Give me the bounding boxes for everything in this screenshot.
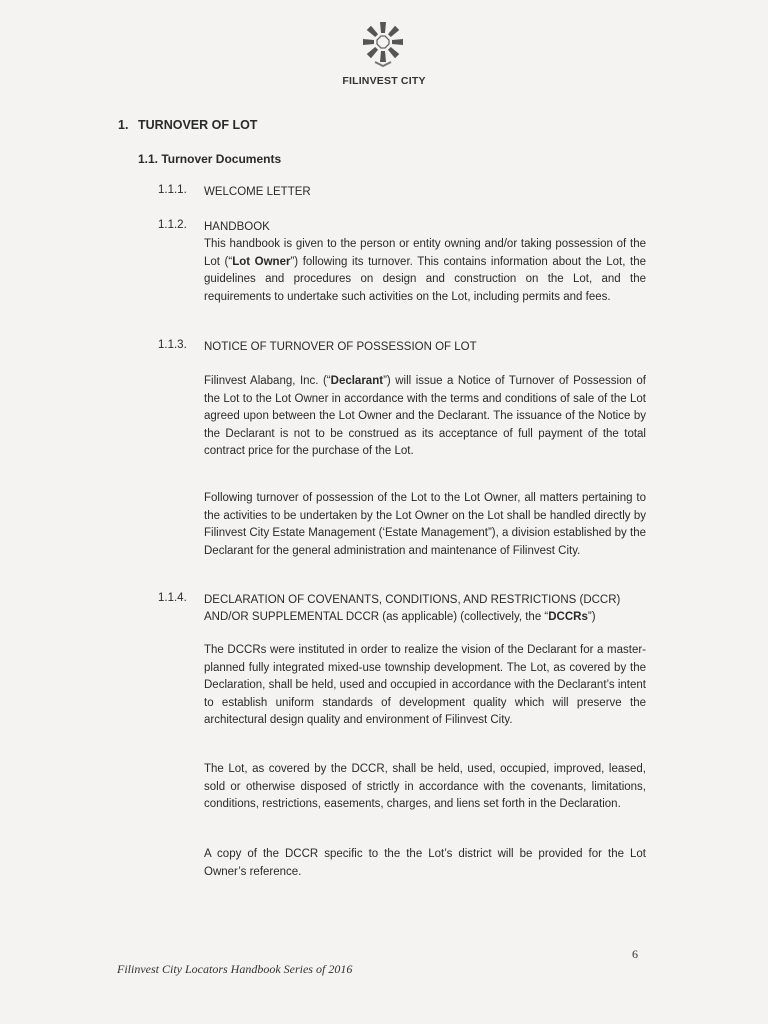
defined-term: Declarant	[330, 375, 384, 387]
item-title: HANDBOOK	[204, 221, 270, 233]
handbook-paragraph	[204, 236, 646, 306]
text-run: Filinvest Alabang, Inc. (“	[204, 375, 331, 387]
item-number: 1.1.3.	[158, 339, 187, 351]
defined-term: Lot Owner	[232, 255, 291, 268]
dccr-paragraph-3: A copy of the DCCR specific to the the Lot’s district will be provided for the Lot Owner’s reference.	[204, 848, 646, 878]
text-run: This handbook is given to the person or entity owning and/or taking possession of the Lot (“	[204, 238, 646, 268]
title-line: AND/OR SUPPLEMENTAL DCCR (as applicable) (collectively, the “	[204, 611, 549, 623]
title-line: DECLARATION OF COVENANTS, CONDITIONS, AND RESTRICTIONS (DCCR)	[204, 594, 621, 606]
notice-paragraph-2: Following turnover of possession of the Lot to the Lot Owner, all matters pertaining to the activities to be undertaken by the Lot Owner on the Lot shall be handled directly by Filinvest City Estate Management (‘Estate Management”), a division established by the Declarant for the general administration and maintenance of Filinvest City.	[204, 492, 646, 557]
item-title: NOTICE OF TURNOVER OF POSSESSION OF LOT	[204, 341, 477, 353]
title-line: ”)	[587, 611, 596, 623]
item-number: 1.1.4.	[158, 592, 187, 604]
brand-name: FILINVEST CITY	[342, 75, 426, 87]
notice-paragraph-1	[204, 373, 646, 461]
section-heading	[118, 118, 257, 132]
defined-term: DCCRs	[548, 611, 588, 623]
text-run: ”) following its turnover. This contains information about the Lot, the guidelines and procedures on design and construction on the Lot, and the requirements to undertake such activities on the Lot, including permits and fees.	[204, 255, 646, 303]
page-number: 6	[632, 947, 638, 961]
footer-series-title: Filinvest City Locators Handbook Series of 2016	[117, 962, 353, 976]
item-number: 1.1.2.	[158, 219, 187, 231]
section-number: 1.	[118, 118, 129, 132]
subsection-heading: 1.1. Turnover Documents	[138, 152, 282, 166]
text-run: ”) will issue a Notice of Turnover of Possession of the Lot to the Lot Owner in accordance with the terms and conditions of sale of the Lot agreed upon between the Lot Owner and the Declarant. The issuance of the Notice by the Declarant is not to be construed as its acceptance of full payment of the total contract price for the purchase of the Lot.	[204, 375, 646, 457]
filinvest-logo	[361, 20, 405, 68]
dccr-paragraph-2: The Lot, as covered by the DCCR, shall be held, used, occupied, improved, leased, sold or otherwise disposed of strictly in accordance with the covenants, limitations, conditions, restrictions, easements, charges, and liens set forth in the Declaration.	[204, 763, 646, 810]
item-number: 1.1.1.	[158, 184, 187, 196]
item-title	[204, 592, 664, 626]
dccr-paragraph-1: The DCCRs were instituted in order to realize the vision of the Declarant for a master-planned fully integrated mixed-use township development. The Lot, as covered by the Declaration, shall be held, used and occupied in accordance with the Declarant’s intent to establish uniform standards of development quality which will preserve the architectural design quality and environment of Filinvest City.	[204, 644, 646, 726]
item-title: WELCOME LETTER	[204, 186, 311, 198]
section-title: TURNOVER OF LOT	[138, 118, 258, 132]
